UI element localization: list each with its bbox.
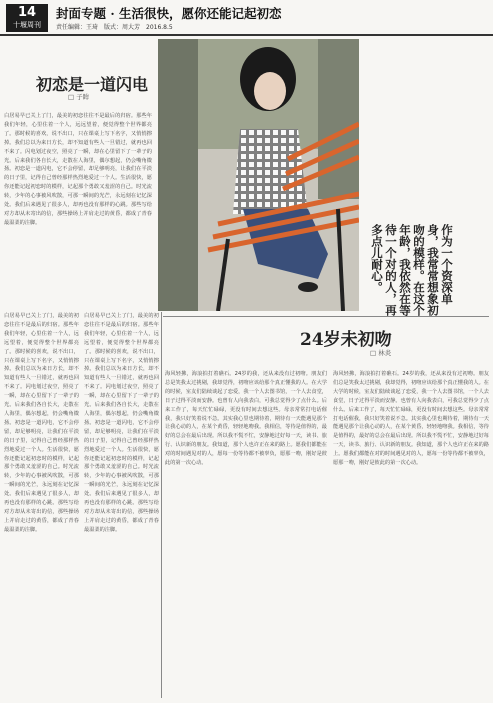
article2-title: 24岁未初吻 (300, 330, 392, 350)
page-headline: 封面专题 · 生活很快，愿你还能记起初恋 (56, 6, 282, 21)
page-number-box (6, 4, 48, 32)
section-name: 十堰周刊 (13, 21, 41, 29)
article2-vertical-quote: 作为一个资深单身，我常常想象初吻的模样。在这个年龄，我依然在等待一个对的人，再多点儿耐心。 (370, 224, 454, 316)
editor-byline: 责任编辑：王琦 版式：周大芳 2016.8.5 (56, 24, 173, 31)
cover-photo (158, 39, 359, 311)
article1-body-col2: 白居易早已关上了门，最美的初恋往往不是最后的归宿。那些年我们年轻，心里住着一个人，远远望着，便觉得整个世界都亮了。那时候的喜欢，说不出口，只在课桌上写下名字，又悄悄擦掉。我们总以为来日方长，却不知道有些人一旦错过，就再也回不来了。闪电划过夜空，照亮了一瞬，却在心里留下了一辈子的光。后来我们各自长大，走散在人海里，偶尔想起，仍会嘴角微扬。初恋是一道闪电，它不会停留，却足够明亮，让我们在平淡的日子里，记得自己曾经那样热烈地爱过一个人。生活很快，愿你还能记起初恋时的模样，记起那个勇敢又羞涩的自己。时光流转，少年的心事被风吹散，可那一瞬间的光芒，永远刻在记忆深处。我们后来遇见了很多人，却再也没有那样的心跳。那些写给对方却从未寄出的信，那些操场上并肩走过的黄昏，都成了青春最温柔的注脚。 (4, 313, 79, 533)
article1-author: □ 子眸 (68, 93, 90, 101)
page-number: 14 (17, 5, 37, 20)
article2-body-col2: 海风轻拂，海浪拍打着礁石。24岁的我，还从来没有过初吻。朋友们总是笑我太过挑剔，我却觉得，初吻应该给那个真正懂我的人。在大学的时候，室友们陆续谈起了恋爱，我一个人去图书馆，一个人去食堂，日子过得平淡而安静。也曾有人向我表白，可我总觉得少了点什么。后来工作了，每天忙忙碌碌，更没有时间去想这些。母亲常常打电话催我，我只好笑着说不急。其实我心里也期待着，期待有一天能遇见那个让我心动的人，在某个黄昏，轻轻地吻我。我相信，等待是值得的，最好的总会在最后出现。所以我不慌不忙，安静地过好每一天，读书、旅行、认识新的朋友。我知道，那个人也许正在来的路上。愿我们都能在对的时间遇见对的人，愿每一份等待都不被辜负，愿那一吻，刚好是彼此的第一次心动。 (333, 371, 489, 467)
article2-body-col1: 海风轻拂，海浪拍打着礁石。24岁的我，还从来没有过初吻。朋友们总是笑我太过挑剔，我却觉得，初吻应该给那个真正懂我的人。在大学的时候，室友们陆续谈起了恋爱，我一个人去图书馆，一个人去食堂，日子过得平淡而安静。也曾有人向我表白，可我总觉得少了点什么。后来工作了，每天忙忙碌碌，更没有时间去想这些。母亲常常打电话催我，我只好笑着说不急。其实我心里也期待着，期待有一天能遇见那个让我心动的人，在某个黄昏，轻轻地吻我。我相信，等待是值得的，最好的总会在最后出现。所以我不慌不忙，安静地过好每一天，读书、旅行、认识新的朋友。我知道，那个人也许正在来的路上。愿我们都能在对的时间遇见对的人，愿每一份等待都不被辜负，愿那一吻，刚好是彼此的第一次心动。 (165, 371, 327, 467)
header-rule (0, 34, 493, 36)
article1-body-col3: 白居易早已关上了门，最美的初恋往往不是最后的归宿。那些年我们年轻，心里住着一个人，远远望着，便觉得整个世界都亮了。那时候的喜欢，说不出口，只在课桌上写下名字，又悄悄擦掉。我们总以为来日方长，却不知道有些人一旦错过，就再也回不来了。闪电划过夜空，照亮了一瞬，却在心里留下了一辈子的光。后来我们各自长大，走散在人海里，偶尔想起，仍会嘴角微扬。初恋是一道闪电，它不会停留，却足够明亮，让我们在平淡的日子里，记得自己曾经那样热烈地爱过一个人。生活很快，愿你还能记起初恋时的模样，记起那个勇敢又羞涩的自己。时光流转，少年的心事被风吹散，可那一瞬间的光芒，永远刻在记忆深处。我们后来遇见了很多人，却再也没有那样的心跳。那些写给对方却从未寄出的信，那些操场上并肩走过的黄昏，都成了青春最温柔的注脚。 (84, 313, 159, 533)
article1-title: 初恋是一道闪电 (36, 75, 149, 94)
page-header (0, 0, 493, 36)
article2-author: □ 林炎 (370, 349, 392, 357)
article-divider (163, 316, 489, 317)
column-divider (161, 312, 162, 698)
article1-body-col1: 白居易早已关上了门，最美的初恋往往不是最后的归宿。那些年我们年轻，心里住着一个人，远远望着，便觉得整个世界都亮了。那时候的喜欢，说不出口，只在课桌上写下名字，又悄悄擦掉。我们总以为来日方长，却不知道有些人一旦错过，就再也回不来了。闪电划过夜空，照亮了一瞬，却在心里留下了一辈子的光。后来我们各自长大，走散在人海里，偶尔想起，仍会嘴角微扬。初恋是一道闪电，它不会停留，却足够明亮，让我们在平淡的日子里，记得自己曾经那样热烈地爱过一个人。生活很快，愿你还能记起初恋时的模样，记起那个勇敢又羞涩的自己。时光流转，少年的心事被风吹散，可那一瞬间的光芒，永远刻在记忆深处。我们后来遇见了很多人，却再也没有那样的心跳。那些写给对方却从未寄出的信，那些操场上并肩走过的黄昏，都成了青春最温柔的注脚。 (4, 113, 152, 226)
